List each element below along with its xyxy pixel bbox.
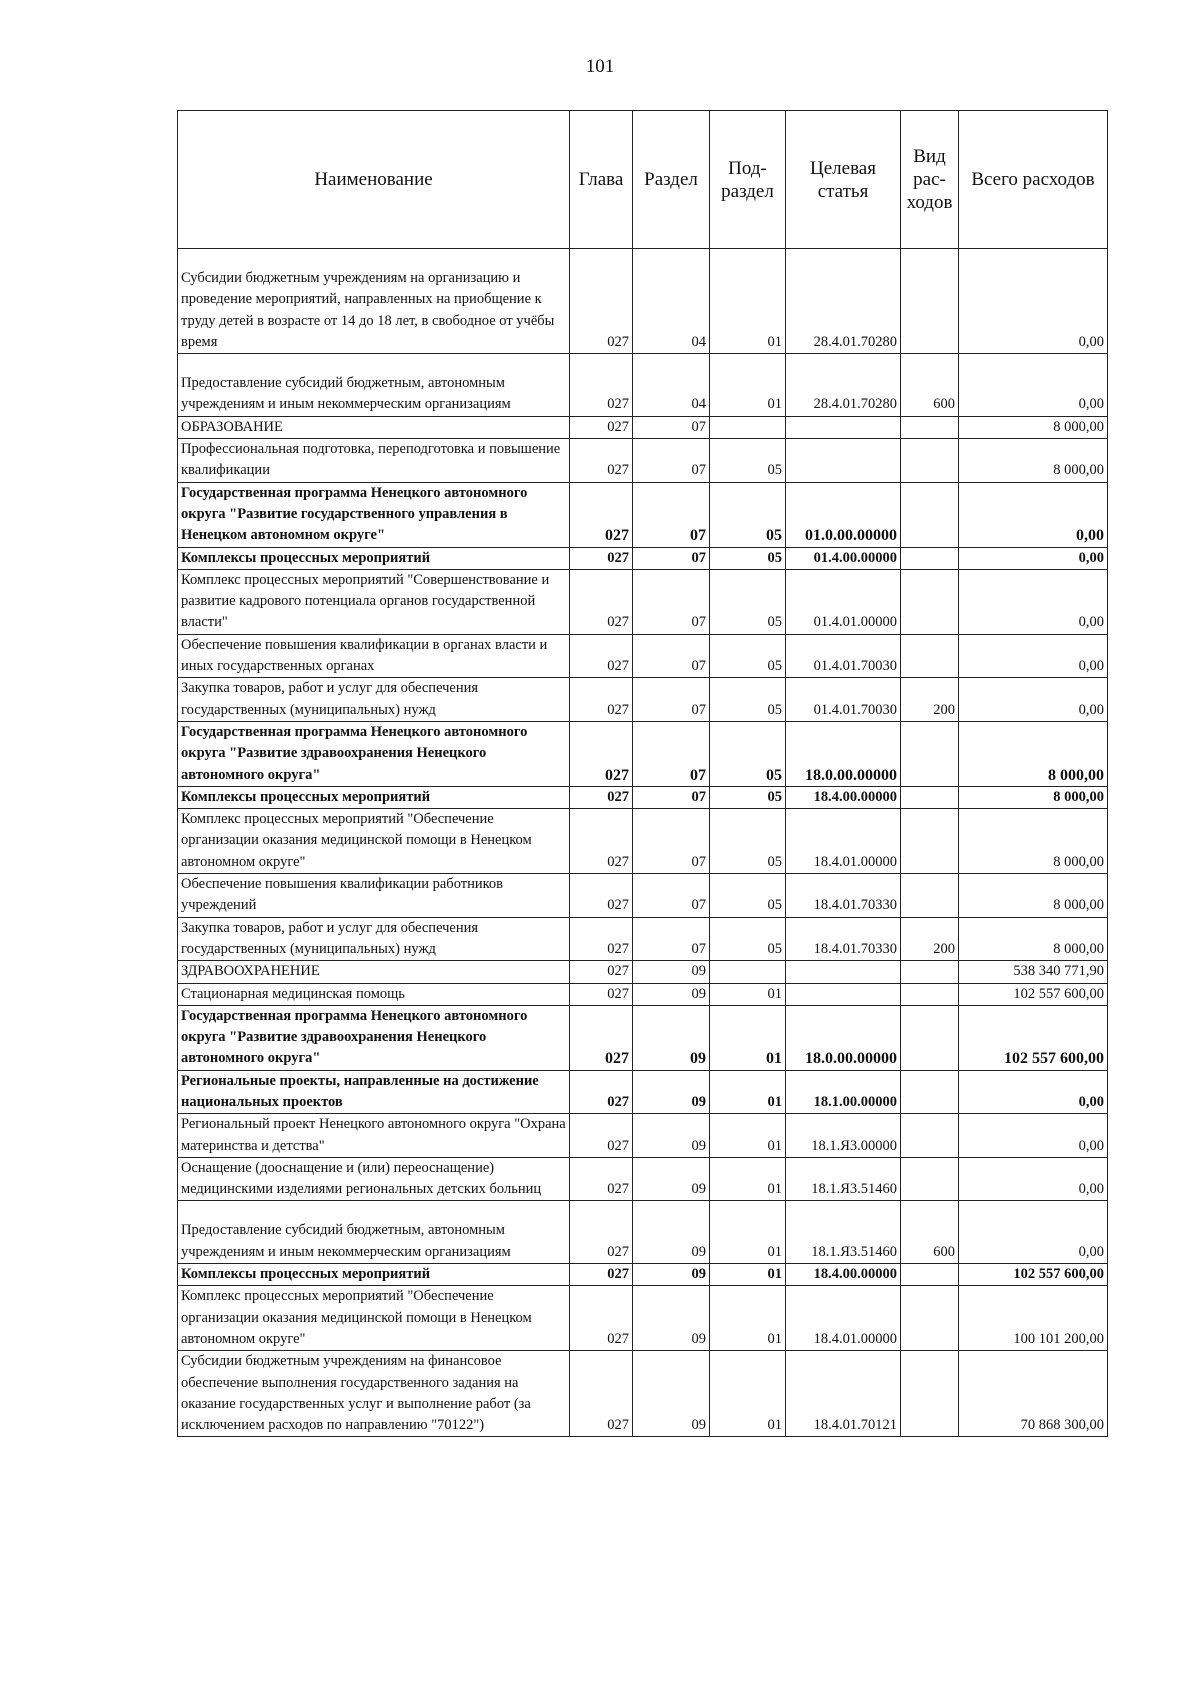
cell-glava: 027 (570, 1070, 633, 1114)
cell-glava: 027 (570, 547, 633, 569)
cell-name: Комплекс процессных мероприятий "Обеспечение организации оказания медицинской помощи в Ненецком автономном округе" (178, 1286, 570, 1351)
table-row (178, 1201, 1108, 1264)
cell-razdel: 09 (633, 1157, 710, 1201)
table-row (178, 1264, 1108, 1286)
cell-vid (901, 416, 959, 438)
cell-total: 8 000,00 (959, 786, 1108, 808)
cell-total: 538 340 771,90 (959, 961, 1108, 983)
cell-total: 8 000,00 (959, 917, 1108, 961)
cell-name: Государственная программа Ненецкого автономного округа "Развитие здравоохранения Ненецкого автономного округа" (178, 1005, 570, 1070)
cell-celevaya: 18.0.00.00000 (786, 1005, 901, 1070)
cell-razdel: 07 (633, 786, 710, 808)
cell-celevaya: 18.1.Я3.00000 (786, 1114, 901, 1158)
cell-total: 102 557 600,00 (959, 983, 1108, 1005)
cell-podrazdel (710, 416, 786, 438)
cell-vid (901, 983, 959, 1005)
cell-glava: 027 (570, 249, 633, 354)
table-row (178, 1351, 1108, 1437)
cell-celevaya (786, 961, 901, 983)
cell-vid: 200 (901, 678, 959, 722)
cell-total: 102 557 600,00 (959, 1005, 1108, 1070)
table-row (178, 249, 1108, 354)
cell-celevaya: 18.1.00.00000 (786, 1070, 901, 1114)
cell-celevaya: 18.0.00.00000 (786, 721, 901, 786)
cell-podrazdel: 01 (710, 1157, 786, 1201)
cell-name: Комплекс процессных мероприятий "Совершенствование и развитие кадрового потенциала органов государственной власти" (178, 569, 570, 634)
cell-glava: 027 (570, 1005, 633, 1070)
cell-razdel: 09 (633, 1005, 710, 1070)
cell-podrazdel: 05 (710, 569, 786, 634)
cell-vid: 600 (901, 1201, 959, 1264)
cell-name: Субсидии бюджетным учреждениям на финансовое обеспечение выполнения государственного задания на оказание государственных услуг и выполнение работ (за исключением расходов по направлению "70122") (178, 1351, 570, 1437)
cell-glava: 027 (570, 634, 633, 678)
cell-vid (901, 786, 959, 808)
table-row (178, 809, 1108, 874)
table-row (178, 961, 1108, 983)
cell-total: 8 000,00 (959, 874, 1108, 918)
cell-vid (901, 1286, 959, 1351)
cell-glava: 027 (570, 786, 633, 808)
cell-podrazdel: 01 (710, 354, 786, 417)
cell-name: Субсидии бюджетным учреждениям на организацию и проведение мероприятий, направленных на приобщение к труду детей в возрасте от 14 до 18 лет, в свободное от учёбы время (178, 249, 570, 354)
header-celevaya: Целевая статья (786, 111, 901, 249)
cell-podrazdel: 05 (710, 678, 786, 722)
cell-vid (901, 1264, 959, 1286)
cell-name: Стационарная медицинская помощь (178, 983, 570, 1005)
cell-podrazdel: 05 (710, 439, 786, 483)
cell-glava: 027 (570, 1351, 633, 1437)
cell-name: Государственная программа Ненецкого автономного округа "Развитие государственного управления в Ненецком автономном округе" (178, 482, 570, 547)
cell-podrazdel: 01 (710, 1005, 786, 1070)
cell-razdel: 07 (633, 809, 710, 874)
cell-celevaya: 28.4.01.70280 (786, 354, 901, 417)
cell-razdel: 09 (633, 983, 710, 1005)
cell-razdel: 07 (633, 439, 710, 483)
cell-total: 70 868 300,00 (959, 1351, 1108, 1437)
cell-total: 0,00 (959, 569, 1108, 634)
cell-name: ЗДРАВООХРАНЕНИЕ (178, 961, 570, 983)
cell-podrazdel: 05 (710, 547, 786, 569)
cell-glava: 027 (570, 354, 633, 417)
cell-vid (901, 1005, 959, 1070)
cell-razdel: 07 (633, 569, 710, 634)
cell-razdel: 04 (633, 249, 710, 354)
cell-podrazdel: 01 (710, 1201, 786, 1264)
cell-name: Оснащение (дооснащение и (или) переоснащение) медицинскими изделиями региональных детских больниц (178, 1157, 570, 1201)
table-row (178, 1114, 1108, 1158)
cell-total: 0,00 (959, 678, 1108, 722)
cell-total: 100 101 200,00 (959, 1286, 1108, 1351)
table-row (178, 569, 1108, 634)
cell-celevaya: 01.4.00.00000 (786, 547, 901, 569)
cell-total: 0,00 (959, 354, 1108, 417)
cell-vid (901, 961, 959, 983)
cell-podrazdel: 01 (710, 1070, 786, 1114)
cell-total: 8 000,00 (959, 721, 1108, 786)
cell-name: Закупка товаров, работ и услуг для обеспечения государственных (муниципальных) нужд (178, 917, 570, 961)
table-row (178, 547, 1108, 569)
table-row (178, 416, 1108, 438)
table-row (178, 786, 1108, 808)
cell-celevaya (786, 416, 901, 438)
cell-razdel: 07 (633, 678, 710, 722)
cell-vid (901, 1157, 959, 1201)
cell-name: Обеспечение повышения квалификации работников учреждений (178, 874, 570, 918)
budget-table (177, 110, 1108, 1437)
cell-name: Комплексы процессных мероприятий (178, 786, 570, 808)
table-row (178, 983, 1108, 1005)
cell-celevaya: 01.0.00.00000 (786, 482, 901, 547)
header-total: Всего расходов (959, 111, 1108, 249)
cell-name: Комплексы процессных мероприятий (178, 547, 570, 569)
cell-glava: 027 (570, 678, 633, 722)
cell-razdel: 07 (633, 634, 710, 678)
cell-total: 0,00 (959, 1114, 1108, 1158)
cell-vid (901, 634, 959, 678)
cell-razdel: 04 (633, 354, 710, 417)
cell-total: 0,00 (959, 634, 1108, 678)
table-row (178, 439, 1108, 483)
cell-vid: 200 (901, 917, 959, 961)
cell-vid (901, 809, 959, 874)
cell-razdel: 07 (633, 917, 710, 961)
cell-podrazdel: 05 (710, 809, 786, 874)
cell-glava: 027 (570, 482, 633, 547)
cell-podrazdel: 01 (710, 1286, 786, 1351)
cell-vid (901, 249, 959, 354)
cell-podrazdel: 05 (710, 917, 786, 961)
table-row (178, 874, 1108, 918)
cell-vid (901, 1351, 959, 1437)
cell-vid (901, 1114, 959, 1158)
cell-glava: 027 (570, 1264, 633, 1286)
header-vid: Вид рас-ходов (901, 111, 959, 249)
cell-razdel: 07 (633, 482, 710, 547)
cell-total: 8 000,00 (959, 416, 1108, 438)
cell-razdel: 07 (633, 416, 710, 438)
cell-vid (901, 569, 959, 634)
cell-glava: 027 (570, 439, 633, 483)
cell-name: ОБРАЗОВАНИЕ (178, 416, 570, 438)
cell-razdel: 09 (633, 1201, 710, 1264)
table-row (178, 721, 1108, 786)
cell-podrazdel: 05 (710, 874, 786, 918)
cell-vid (901, 721, 959, 786)
cell-podrazdel: 05 (710, 721, 786, 786)
table-row (178, 1005, 1108, 1070)
cell-celevaya (786, 439, 901, 483)
cell-podrazdel: 01 (710, 1351, 786, 1437)
cell-total: 0,00 (959, 1070, 1108, 1114)
cell-glava: 027 (570, 961, 633, 983)
cell-vid (901, 874, 959, 918)
cell-podrazdel: 05 (710, 634, 786, 678)
cell-vid (901, 439, 959, 483)
header-row (178, 111, 1108, 249)
cell-vid (901, 547, 959, 569)
cell-celevaya: 18.4.01.00000 (786, 1286, 901, 1351)
cell-total: 102 557 600,00 (959, 1264, 1108, 1286)
cell-podrazdel: 05 (710, 786, 786, 808)
cell-total: 0,00 (959, 1157, 1108, 1201)
cell-total: 0,00 (959, 482, 1108, 547)
cell-vid (901, 482, 959, 547)
cell-celevaya: 28.4.01.70280 (786, 249, 901, 354)
cell-celevaya (786, 983, 901, 1005)
cell-podrazdel: 01 (710, 249, 786, 354)
cell-podrazdel: 01 (710, 1264, 786, 1286)
cell-name: Обеспечение повышения квалификации в органах власти и иных государственных органах (178, 634, 570, 678)
cell-vid (901, 1070, 959, 1114)
table-row (178, 678, 1108, 722)
cell-podrazdel: 05 (710, 482, 786, 547)
cell-celevaya: 18.1.Я3.51460 (786, 1201, 901, 1264)
cell-name: Предоставление субсидий бюджетным, автономным учреждениям и иным некоммерческим организациям (178, 354, 570, 417)
header-podrazdel: Под-раздел (710, 111, 786, 249)
cell-name: Региональные проекты, направленные на достижение национальных проектов (178, 1070, 570, 1114)
header-razdel: Раздел (633, 111, 710, 249)
cell-glava: 027 (570, 983, 633, 1005)
cell-razdel: 09 (633, 1351, 710, 1437)
cell-razdel: 07 (633, 874, 710, 918)
header-name: Наименование (178, 111, 570, 249)
cell-razdel: 09 (633, 961, 710, 983)
cell-razdel: 09 (633, 1114, 710, 1158)
cell-celevaya: 01.4.01.70030 (786, 678, 901, 722)
cell-name: Предоставление субсидий бюджетным, автономным учреждениям и иным некоммерческим организациям (178, 1201, 570, 1264)
cell-celevaya: 18.4.01.70330 (786, 917, 901, 961)
cell-vid: 600 (901, 354, 959, 417)
cell-name: Профессиональная подготовка, переподготовка и повышение квалификации (178, 439, 570, 483)
table-row (178, 482, 1108, 547)
cell-celevaya: 18.4.01.70121 (786, 1351, 901, 1437)
cell-total: 8 000,00 (959, 809, 1108, 874)
cell-celevaya: 18.4.01.00000 (786, 809, 901, 874)
cell-podrazdel: 01 (710, 983, 786, 1005)
cell-name: Региональный проект Ненецкого автономного округа "Охрана материнства и детства" (178, 1114, 570, 1158)
cell-razdel: 09 (633, 1264, 710, 1286)
table-row (178, 354, 1108, 417)
cell-celevaya: 01.4.01.70030 (786, 634, 901, 678)
cell-celevaya: 01.4.01.00000 (786, 569, 901, 634)
table-row (178, 634, 1108, 678)
cell-razdel: 07 (633, 721, 710, 786)
cell-glava: 027 (570, 1201, 633, 1264)
cell-glava: 027 (570, 1157, 633, 1201)
cell-glava: 027 (570, 569, 633, 634)
cell-total: 0,00 (959, 1201, 1108, 1264)
cell-name: Комплекс процессных мероприятий "Обеспечение организации оказания медицинской помощи в Ненецком автономном округе" (178, 809, 570, 874)
table-row (178, 1286, 1108, 1351)
table-row (178, 917, 1108, 961)
cell-razdel: 07 (633, 547, 710, 569)
cell-celevaya: 18.4.00.00000 (786, 786, 901, 808)
cell-glava: 027 (570, 416, 633, 438)
cell-total: 0,00 (959, 547, 1108, 569)
cell-razdel: 09 (633, 1070, 710, 1114)
cell-celevaya: 18.1.Я3.51460 (786, 1157, 901, 1201)
cell-total: 0,00 (959, 249, 1108, 354)
cell-name: Комплексы процессных мероприятий (178, 1264, 570, 1286)
cell-total: 8 000,00 (959, 439, 1108, 483)
cell-name: Закупка товаров, работ и услуг для обеспечения государственных (муниципальных) нужд (178, 678, 570, 722)
cell-glava: 027 (570, 874, 633, 918)
cell-glava: 027 (570, 1114, 633, 1158)
cell-razdel: 09 (633, 1286, 710, 1351)
page-number: 101 (585, 56, 615, 77)
cell-celevaya: 18.4.01.70330 (786, 874, 901, 918)
table-row (178, 1070, 1108, 1114)
cell-podrazdel (710, 961, 786, 983)
cell-glava: 027 (570, 721, 633, 786)
table-row (178, 1157, 1108, 1201)
cell-glava: 027 (570, 917, 633, 961)
cell-podrazdel: 01 (710, 1114, 786, 1158)
cell-glava: 027 (570, 809, 633, 874)
cell-celevaya: 18.4.00.00000 (786, 1264, 901, 1286)
cell-name: Государственная программа Ненецкого автономного округа "Развитие здравоохранения Ненецкого автономного округа" (178, 721, 570, 786)
cell-glava: 027 (570, 1286, 633, 1351)
header-glava: Глава (570, 111, 633, 249)
